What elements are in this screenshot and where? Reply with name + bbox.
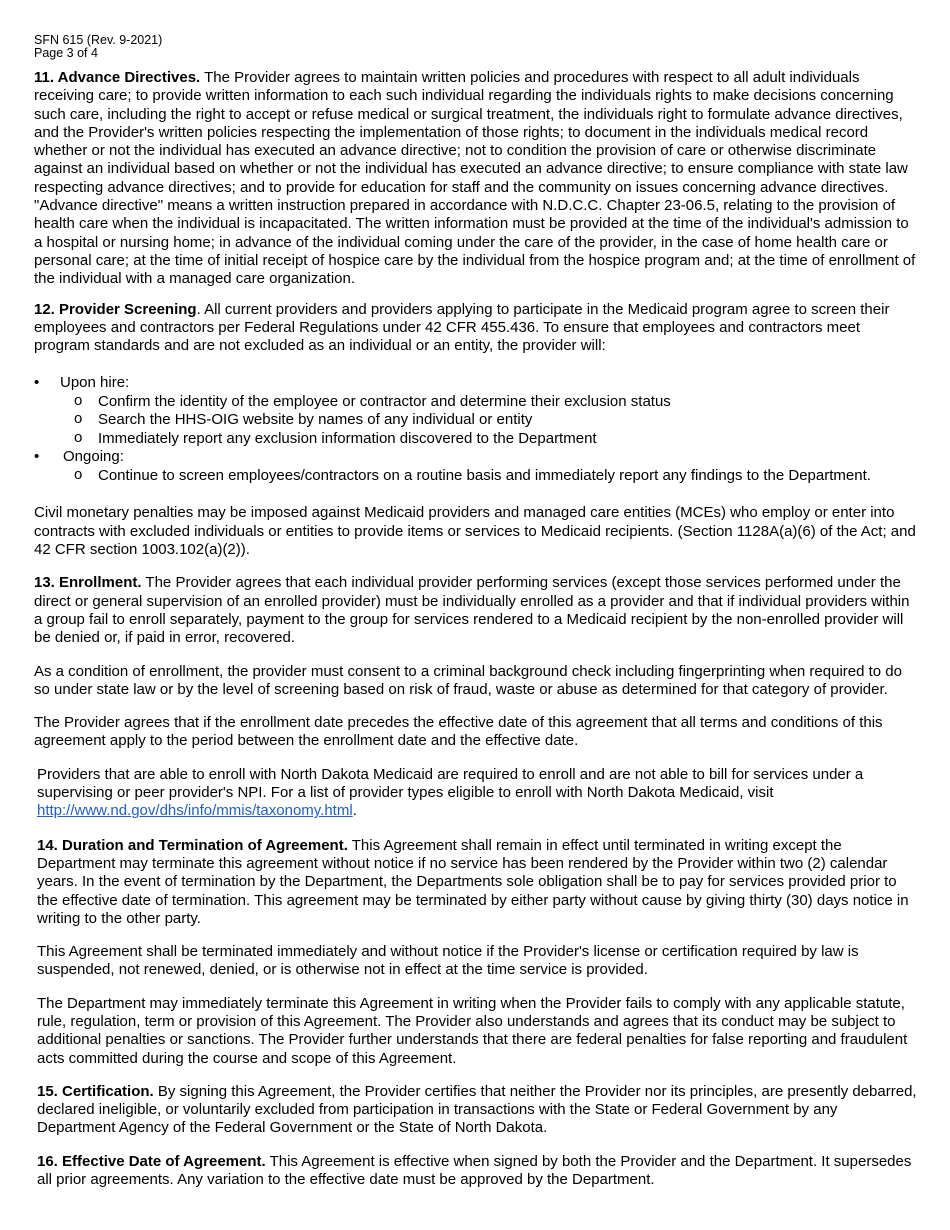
enrollment-date-clause: The Provider agrees that if the enrollment date precedes the effective date of this agreement that all terms and conditions of this agreement apply to the period between the enrollment date and the effective date. <box>34 714 883 750</box>
bullet-glyph: • <box>34 374 40 392</box>
form-id: SFN 615 (Rev. 9-2021) <box>34 33 163 47</box>
termination-license-clause: This Agreement shall be terminated immediately and without notice if the Provider's license or certification required by law is suspended, not renewed, denied, or is otherwise not in effect at the time service is provided. <box>37 943 859 979</box>
section-12-provider-screening <box>34 301 918 356</box>
section-15-text: By signing this Agreement, the Provider certifies that neither the Provider nor its principles, are presently debarred, declared ineligible, or voluntarily excluded from participation in transactions with the State or Federal Government by any Department Agency of the Federal Government or the State of North Dakota. <box>37 1082 917 1137</box>
sub-bullet-glyph: o <box>74 428 83 446</box>
hire-item-text: Immediately report any exclusion information discovered to the Department <box>98 429 597 447</box>
sub-bullet-glyph: o <box>74 465 83 483</box>
section-11-advance-directives <box>34 69 918 289</box>
section-16-effective-date <box>34 1153 918 1190</box>
ongoing-label: Ongoing: <box>63 448 124 466</box>
hire-item-text: Confirm the identity of the employee or contractor and determine their exclusion status <box>98 392 671 410</box>
section-15-title: 15. Certification. <box>37 1082 154 1100</box>
section-13-enrollment <box>34 574 918 647</box>
npi-clause-end: . <box>352 802 357 820</box>
sub-bullet-glyph: o <box>74 391 83 409</box>
list-item <box>74 393 918 412</box>
hire-sublist <box>34 393 918 449</box>
enrollment-npi-clause <box>34 766 918 821</box>
enrollment-background-check: As a condition of enrollment, the provider must consent to a criminal background check including fingerprinting when required to do so under state law or by the level of screening based on risk of fraud, waste or abuse as determined for that category of provider. <box>34 662 902 698</box>
section-14-duration-termination <box>34 837 918 928</box>
section-13-title: 13. Enrollment. <box>34 574 142 592</box>
bullet-upon-hire <box>34 374 918 448</box>
upon-hire-label: Upon hire: <box>60 374 130 392</box>
bullet-ongoing <box>34 448 918 485</box>
list-item <box>74 411 918 430</box>
ongoing-item-text: Continue to screen employees/contractors on a routine basis and immediately report any findings to the Department. <box>98 466 871 484</box>
section-16-text: This Agreement is effective when signed by both the Provider and the Department. It supersedes all prior agreements. Any variation to the effective date must be approved by the Department. <box>37 1152 912 1189</box>
section-12-text: . All current providers and providers applying to participate in the Medicaid program agree to screen their employees and contractors per Federal Regulations under 42 CFR 455.436. To ensure that employees and contractors meet program standards and are not excluded as an individual or an entity, the provider will: <box>34 300 890 355</box>
section-15-certification <box>34 1083 918 1138</box>
list-item <box>74 430 918 449</box>
document-page <box>34 34 918 1189</box>
section-14-title: 14. Duration and Termination of Agreement. <box>37 836 348 854</box>
hire-item-text: Search the HHS-OIG website by names of any individual or entity <box>98 411 533 429</box>
sub-bullet-glyph: o <box>74 410 83 428</box>
section-11-text: The Provider agrees to maintain written policies and procedures with respect to all adult individuals receiving care; to provide written information to each such individual regarding the individuals rights to make decisions concerning such care, including the right to accept or refuse medical or surgical treatment, the individuals right to formulate advance directives, and the Provider's written policies respecting the implementation of those rights; to document in the individuals medical record whether or not the individual has executed an advance directive; not to condition the provision of care or otherwise discriminate against an individual based on whether or not the individual has executed an advance directive; to ensure compliance with state law respecting advance directives; and to provide for education for staff and the community on issues concerning advance directives. "Advance directive" means a written instruction prepared in accordance with N.D.C.C. Chapter 23-06.5, relating to the provision of health care when the individual is incapacitated. The written information must be provided at the time of the individual's admission to a hospital or nursing home; in advance of the individual coming under the care of the provider, in the case of home health care or personal care; at the time of initial receipt of hospice care by the individual from the hospice program and; at the time of enrollment of the individual with a managed care organization. <box>34 69 916 288</box>
termination-compliance-clause: The Department may immediately terminate this Agreement in writing when the Provider fails to comply with any applicable statute, rule, regulation, term or provision of this Agreement. The Provider also understands and agrees that its conduct may be subject to additional penalties or sanctions. The Provider further understands that there are federal penalties for false reporting and fraudulent acts committed during the course and scope of this Agreement. <box>37 994 908 1067</box>
taxonomy-link[interactable]: http://www.nd.gov/dhs/info/mmis/taxonomy.html <box>37 802 353 820</box>
section-13-text: The Provider agrees that each individual provider performing services (except those services performed under the direct or general supervision of an enrolled provider) must be individually enrolled as a provider and that if individual providers within a group fail to enroll separately, payment to the group for services rendered to a Medicaid recipient by the non-enrolled provider will be denied or, if paid in error, recovered. <box>34 574 910 647</box>
ongoing-sublist <box>34 467 918 486</box>
form-header <box>34 34 918 60</box>
npi-clause-text: Providers that are able to enroll with North Dakota Medicaid are required to enroll and are not able to bill for services under a supervising or peer provider's NPI. For a list of provider types eligible to enroll with North Dakota Medicaid, visit <box>37 765 864 802</box>
section-16-title: 16. Effective Date of Agreement. <box>37 1152 266 1170</box>
civil-penalties-paragraph: Civil monetary penalties may be imposed against Medicaid providers and managed care entities (MCEs) who employ or enter into contracts with excluded individuals or entities to provide items or services to Medicaid recipients. (Section 1128A(a)(6) of the Act; and 42 CFR section 1003.102(a)(2)). <box>34 504 916 559</box>
bullet-glyph: • <box>34 448 40 466</box>
list-item <box>74 467 918 486</box>
section-11-title: 11. Advance Directives. <box>34 69 201 86</box>
section-12-title: 12. Provider Screening <box>34 300 197 318</box>
section-14-text: This Agreement shall remain in effect until terminated in writing except the Department may terminate this agreement without notice if no service has been rendered by the Provider within two (2) calendar years. In the event of termination by the Department, the Departments sole obligation shall be to pay for services provided prior to the effective date of termination. This agreement may be terminated by either party without cause by giving thirty (30) days notice in writing to the other party. <box>37 836 909 927</box>
page-number: Page 3 of 4 <box>34 46 98 60</box>
screening-list <box>34 374 918 485</box>
